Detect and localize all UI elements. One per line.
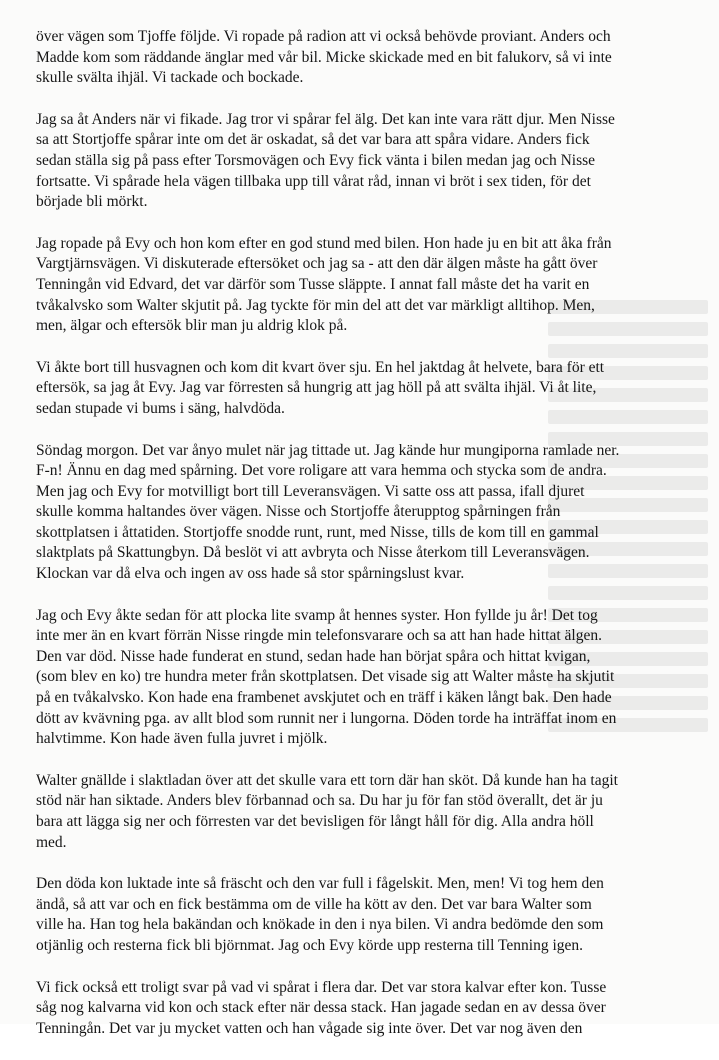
text-line: dött av kvävning pga. av allt blod som runnit ner i lungorna. Döden torde ha inträffat inom en xyxy=(36,709,617,727)
paragraph xyxy=(36,771,706,853)
text-line: ville ha. Han tog hela bakändan och knökade in den i nya bilen. Vi andra bedömde den som xyxy=(36,916,604,934)
paragraph xyxy=(36,358,706,420)
text-line: med. xyxy=(36,833,67,851)
text-line: Vargtjärnsvägen. Vi diskuterade eftersöket och jag sa - att den där älgen måste ha gått över xyxy=(36,255,598,273)
text-line: Den döda kon luktade inte så fräscht och den var full i fågelskit. Men, men! Vi tog hem den xyxy=(36,875,604,893)
text-line: Söndag morgon. Det var ånyo mulet när jag tittade ut. Jag kände hur mungiporna ramlade ner. xyxy=(36,441,620,459)
paragraph xyxy=(36,441,706,585)
text-line: eftersök, sa jag åt Evy. Jag var förresten så hungrig att jag höll på att svälta ihjäl. Vi åt lite, xyxy=(36,379,597,397)
text-line: Vi fick också ett troligt svar på vad vi spårat i flera dar. Det var stora kalvar efter kon. Tusse xyxy=(36,978,607,996)
text-line: Madde kom som räddande änglar med vår bil. Micke skickade med en bit falukorv, så vi inte xyxy=(36,48,612,66)
text-line: sedan stupade vi bums i säng, halvdöda. xyxy=(36,399,285,417)
text-line: började bli mörkt. xyxy=(36,193,148,211)
text-line: men, älgar och eftersök blir man ju aldrig klok på. xyxy=(36,317,348,335)
text-line: sa att Stortjoffe spårar inte om det är oskadat, så det var bara att spåra vidare. Anders fick xyxy=(36,131,590,149)
text-line: skottplatsen i åttatiden. Stortjoffe snodde runt, runt, med Nisse, tills de kom till en gammal xyxy=(36,523,599,541)
text-line: halvtimme. Kon hade även fulla juvret i mjölk. xyxy=(36,730,328,748)
text-line: stöd när han siktade. Anders blev förbannad och sa. Du har ju för fan stöd överallt, det är ju xyxy=(36,792,603,810)
text-line: på en tvåkalvsko. Kon hade ena frambenet avskjutet och en träff i käken långt bak. Den hade xyxy=(36,689,612,707)
paragraph xyxy=(36,234,706,337)
paragraph xyxy=(36,110,706,213)
text-line: slaktplats på Skattungbyn. Då beslöt vi att avbryta och Nisse återkom till Leveransvägen. xyxy=(36,544,590,562)
text-line: otjänlig och resterna fick bli björnmat. Jag och Evy körde upp resterna till Tenning igen. xyxy=(36,936,584,954)
text-line: inte mer än en kvart förrän Nisse ringde min telefonsvarare och sa att han hade hittat älgen. xyxy=(36,627,602,645)
text-line: Vi åkte bort till husvagnen och kom dit kvart över sju. En hel jaktdag åt helvete, bara för ett xyxy=(36,358,605,376)
paragraph xyxy=(36,978,706,1040)
text-line: bara att lägga sig ner och förresten var det bevisligen för långt håll för dig. Alla andra höll xyxy=(36,813,594,830)
text-line: Klockan var då elva och ingen av oss hade så stor spårningslust kvar. xyxy=(36,565,465,583)
text-line: Jag och Evy åkte sedan för att plocka lite svamp åt hennes syster. Hon fyllde ju år! Det tog xyxy=(36,606,598,624)
text-line: skulle svälta ihjäl. Vi tackade och bockade. xyxy=(36,69,304,87)
text-line: Tenningån. Det var ju mycket vatten och han vågade sig inte över. Det var nog även den xyxy=(36,1019,583,1037)
text-line: sedan ställa sig på pass efter Torsmovägen och Evy fick vänta i bilen medan jag och Nisse xyxy=(36,151,596,169)
text-line: såg nog kalvarna vid kon och stack efter när dessa stack. Han jagade sedan en av dessa över xyxy=(36,999,606,1017)
paragraph xyxy=(36,27,706,89)
text-line: Jag sa åt Anders när vi fikade. Jag tror vi spårar fel älg. Det kan inte vara rätt djur. Men Nisse xyxy=(36,110,615,128)
text-line: F-n! Ännu en dag med spårning. Det vore roligare att vara hemma och stycka som de andra. xyxy=(36,462,607,480)
text-line: Den var död. Nisse hade funderat en stund, sedan hade han börjat spåra och hittat kvigan, xyxy=(36,647,591,665)
text-line: tvåkalvsko som Walter skjutit på. Jag tyckte för min del att det var märkligt alltihop. Men, xyxy=(36,296,595,314)
text-line: ändå, så att var och en fick bestämma om de ville ha kött av den. Det var bara Walter som xyxy=(36,895,592,913)
text-line: Jag ropade på Evy och hon kom efter en god stund med bilen. Hon hade ju en bit att åka från xyxy=(36,234,612,252)
text-line: Tenningån vid Edvard, det var därför som Tusse släppte. I annat fall måste det ha varit en xyxy=(36,275,590,293)
text-line: över vägen som Tjoffe följde. Vi ropade på radion att vi också behövde proviant. Anders och xyxy=(36,28,611,45)
document-body xyxy=(36,27,706,1060)
text-line: fortsatte. Vi spårade hela vägen tillbaka upp till vårat råd, innan vi bröt i sex tiden, för det xyxy=(36,172,591,190)
text-line: skulle komma haltandes över vägen. Nisse och Stortjoffe återupptog spårningen från xyxy=(36,503,561,521)
text-line: (som blev en ko) tre hundra meter från skottplatsen. Det visade sig att Walter måste ha skjutit xyxy=(36,668,615,686)
paragraph xyxy=(36,874,706,956)
text-line: Walter gnällde i slaktladan över att det skulle vara ett torn där han sköt. Då kunde han ha tagit xyxy=(36,771,618,789)
text-line: Men jag och Evy for motvilligt bort till Leveransvägen. Vi satte oss att passa, ifall djuret xyxy=(36,482,585,500)
paragraph xyxy=(36,606,706,750)
